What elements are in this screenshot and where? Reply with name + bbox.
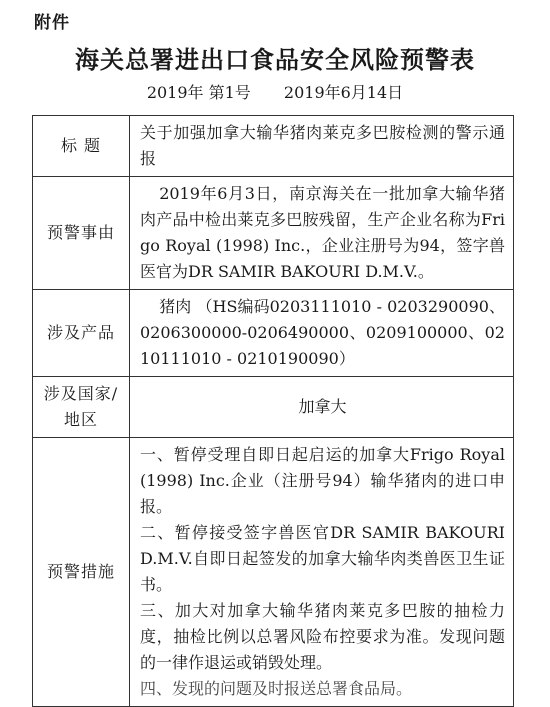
- table-row-reason: [33, 177, 514, 290]
- table-row-measures: [33, 438, 514, 707]
- warning-table: [32, 115, 514, 707]
- issue-line: [0, 80, 550, 103]
- row-label-reason: 预警事由: [33, 177, 130, 290]
- row-value-title: 关于加强加拿大输华猪肉莱克多巴胺检测的警示通报: [130, 116, 514, 177]
- row-value-reason: 2019年6月3日，南京海关在一批加拿大输华猪肉产品中检出莱克多巴胺残留，生产企业名称为Frigo Royal (1998) Inc.，企业注册号为94，签字兽医官为DR SAMIR BAKOURI D.M.V.。: [130, 177, 514, 290]
- row-value-measures: [130, 438, 514, 707]
- measure-item: 二、暂停接受签字兽医官DR SAMIR BAKOURI D.M.V.自即日起签发的加拿大输华肉类兽医卫生证书。: [140, 523, 505, 594]
- row-label-products: 涉及产品: [33, 290, 130, 377]
- table-row-title: [33, 116, 514, 177]
- issue-number: 2019年 第1号: [146, 83, 251, 102]
- row-label-title: 标 题: [33, 116, 130, 177]
- issue-date: 2019年6月14日: [283, 83, 404, 102]
- annex-label: 附件: [34, 13, 70, 33]
- measure-item: 一、暂停受理自即日起启运的加拿大Frigo Royal (1998) Inc.企业（注册号94）输华猪肉的进口申报。: [140, 445, 505, 516]
- row-value-region: 加拿大: [130, 377, 514, 438]
- measure-item: 四、发现的问题及时报送总署食品局。: [140, 679, 413, 698]
- table-row-products: [33, 290, 514, 377]
- measure-item: 三、加大对加拿大输华猪肉莱克多巴胺的抽检力度，抽检比例以总署风险布控要求为准。发现问题的一律作退运或销毁处理。: [140, 601, 505, 672]
- table-row-region: [33, 377, 514, 438]
- row-value-products: 猪肉 （HS编码0203111010 - 0203290090、0206300000-0206490000、0209100000、0210111010 - 0210190090）: [130, 290, 514, 377]
- row-label-measures: 预警措施: [33, 438, 130, 707]
- document-title: 海关总署进出口食品安全风险预警表: [75, 46, 475, 74]
- row-label-region: 涉及国家/地区: [33, 377, 130, 438]
